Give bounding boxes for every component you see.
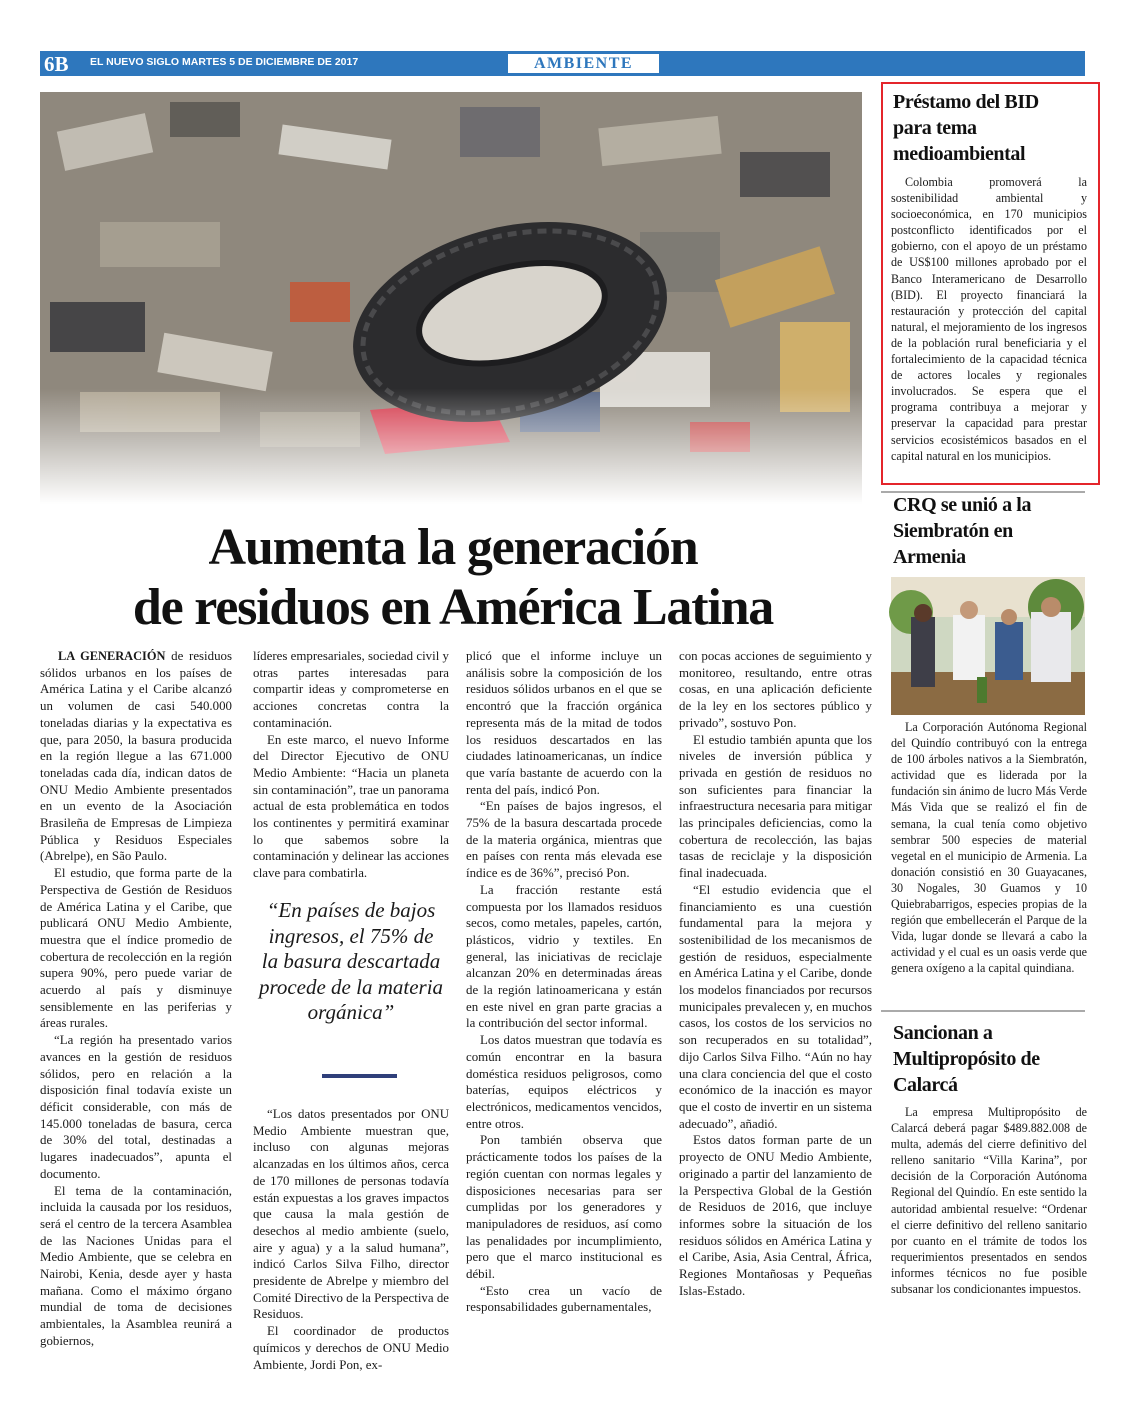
paragraph: “En países de bajos ingresos, el 75% de la basura descartada procede de la materia orgánica, mientras que en países con renta más elevada ese índice es de 36%”, precisó Pon. [466,799,662,881]
paragraph: En este marco, el nuevo Informe del Director Ejecutivo de ONU Medio Ambiente: “Hacia un planeta sin contaminación”, trae un panorama actual de esta problemática en todos los continentes y permitirá examinar lo que sabemos sobre la contaminación y delinear las acciones clave para combatirla. [253,732,449,881]
headline-line-2: de residuos en América Latina [132,579,774,636]
siembraton-photo [891,577,1085,715]
lead-word: LA GENERACIÓN [58,649,166,663]
paragraph: LA GENERACIÓN de residuos sólidos urbanos en los países de América Latina y el Caribe alcanzó un volumen de casi 540.000 toneladas diarias y la expectativa es que, para 2050, la basura producida en la región llegue a las 671.000 toneladas cada día, indican datos de ONU Medio Ambiente presentados en un evento de la Asociación Brasileña de Empresas de Limpieza Pública y Residuos Especiales (Abrelpe), en São Paulo. [40,649,232,864]
page-header [40,51,1085,76]
paragraph: “Esto crea un vacío de responsabilidades gubernamentales, [466,1283,662,1315]
paragraph: “El estudio evidencia que el financiamiento es una cuestión fundamental para la mejora y sostenibilidad de los mecanismos de gestión de residuos, especialmente en América Latina y el Caribe, donde los modelos financiados por recursos municipales prevalecen y, en muchos casos, los costos de los servicios no son recuperados en su totalidad”, dijo Carlos Silva Filho. “Aún no hay una clara conciencia del que el costo económico de la inacción es mayor que el costo de invertir en un sistema adecuado”, añadió. [679,882,872,1131]
masthead-date: EL NUEVO SIGLO MARTES 5 DE DICIEMBRE DE 2017 [90,56,359,68]
paragraph: “La región ha presentado varios avances en la gestión de residuos sólidos, pero en relación a la disposición final todavía existe un déficit considerable, con más de 145.000 toneladas de basura, cerca de 30% del total, destinadas a lugares inadecuados”, apunta el documento. [40,1033,232,1181]
calarca-title: Sancionan a Multipropósito de Calarcá [893,1022,1040,1096]
section-label: AMBIENTE [508,54,659,73]
bid-title: Préstamo del BID para tema medioambiental [893,91,1039,165]
article-column-1 [40,648,232,1363]
paragraph: El coordinador de productos químicos y derechos de ONU Medio Ambiente, Jordi Pon, ex- [253,1324,449,1372]
pull-quote-rule [322,1074,397,1078]
headline-line-1: Aumenta la generación [208,519,698,576]
paragraph: con pocas acciones de seguimiento y monitoreo, resultando, entre otras cosas, en una aplicación deficiente de la ley en los sectores público y privado”, sostuvo Pon. [679,649,872,730]
crq-title: CRQ se unió a la Siembratón en Armenia [893,494,1032,568]
paragraph: El tema de la contaminación, incluida la causada por los residuos, será el centro de la tercera Asamblea de las Naciones Unidas para el Medio Ambiente, que se celebra en Nairobi, Kenia, desde ayer y hasta mañana. Como el máximo órgano mundial de toma de decisiones ambientales, la Asamblea reunirá a gobiernos, [40,1183,232,1348]
bid-text: Colombia promoverá la sostenibilidad ambiental y socioeconómica, en 170 municipios postconflicto identificados por el gobierno, con el apoyo de un préstamo de US$100 millones aprobado por el Banco Interamericano de Desarrollo (BID). El proyecto financiará la restauración y protección del capital natural, el mejoramiento de los ingresos de la población rural beneficiaria y el fortalecimiento de la capacidad técnica de actores locales y regionales involucrados. Se espera que el programa contribuya a mejorar y preservar la capacidad para prestar servicios ecosistémicos basados en el capital natural en los municipios. [891,175,1087,463]
paragraph: líderes empresariales, sociedad civil y otras partes interesadas para compartir ideas y comprometerse en acciones concretas contra la contaminación. [253,649,449,730]
pull-quote: “En países de bajos ingresos, el 75% de la basura descartada procede de la materia orgánica” [258,898,444,1024]
landfill-photo [40,92,862,504]
paragraph: Los datos muestran que todavía es común encontrar en la basura doméstica residuos peligrosos, como baterías, equipos eléctricos y electrónicos, medicamentos vencidos, entre otros. [466,1033,662,1131]
main-headline [48,518,858,638]
article-column-3 [466,648,662,1363]
crq-text: La Corporación Autónoma Regional del Quindío contribuyó con la entrega de 100 árboles nativos a la Siembratón, actividad que es liderada por la fundación sin ánimo de lucro Más Verde Más Vida que se realizó el fin de semana, la cual tenía como objetivo sembrar 500 especies de material vegetal en el municipio de Armenia. La donación consistió en 30 Guayacanes, 30 Nogales, 30 Guamos y 10 Quiebrabarrigos, especies propias de la región que embellecerán el Parque de la Vida, lugar donde se llevará a cabo la actividad y el cual es un oasis verde que genera oxígeno a la capital quindiana. [891,720,1087,976]
paragraph: Pon también observa que prácticamente todos los países de la región cuentan con normas legales y disposiciones necesarias para ser cumplidas por los generadores y manipuladores de residuos, así como las penalidades por incumplimiento, pero que el marco institucional es débil. [466,1133,662,1282]
siembraton-photo-illustration [891,577,1085,715]
article-column-2-top [253,648,449,888]
paragraph: El estudio, que forma parte de la Perspectiva de Gestión de Residuos de América Latina y el Caribe, que publicará ONU Medio Ambiente, muestra que el índice promedio de cobertura de recolección en la región supera 90%, pero puede variar de acuerdo al país y disminuye sensiblemente en las periferias y áreas rurales. [40,866,232,1031]
page-number: 6B [44,52,69,76]
paragraph: La fracción restante está compuesta por los llamados residuos secos, como metales, papeles, cartón, plásticos, vidrio y textiles. En general, las iniciativas de reciclaje alcanzan 20% en determinadas áreas de la región latinoamericana y están en este nivel en gran parte gracias a la contribución del sector informal. [466,882,662,1031]
sidebar-divider [881,1010,1085,1012]
paragraph: Estos datos forman parte de un proyecto de ONU Medio Ambiente, originado a partir del lanzamiento de la Perspectiva Global de la Gestión de Residuos de 2016, que incluye informes sobre la situación de los residuos sólidos en América Latina y el Caribe, Asia, Asia Central, África, Regiones Montañosas y Pequeñas Islas-Estado. [679,1133,872,1298]
paragraph: plicó que el informe incluye un análisis sobre la composición de los residuos sólidos urbanos en el que se encontró que la fracción orgánica representa más de la mitad de todos los residuos descartados en las ciudades latinoamericanas, un índice que varía bastante de acuerdo con la renta del país, indicó Pon. [466,649,662,797]
paragraph: El estudio también apunta que los niveles de inversión pública y privada en gestión de residuos no son suficientes para financiar la infraestructura necesaria para mitigar las principales deficiencias, como la cobertura de recolección, las bajas tasas de reciclaje y la disposición final inadecuada. [679,732,872,881]
calarca-text: La empresa Multipropósito de Calarcá deberá pagar $489.882.008 de multa, además del cierre definitivo del relleno sanitario “Villa Karina”, por decisión de la Corporación Autónoma Regional del Quindío. En este sentido la autoridad ambiental resuelve: “Ordenar el cierre definitivo del relleno sanitario por cuanto en el trámite de todos los requerimientos presentados en sendos informes técnicos no fue posible subsanar los condicionantes impuestos. [891,1105,1087,1297]
article-column-4 [679,648,872,1363]
article-column-2-bottom [253,1106,449,1372]
paragraph: “Los datos presentados por ONU Medio Ambiente muestran que, incluso con algunas mejoras alcanzadas en los últimos años, cerca de 170 millones de personas todavía están expuestas a los graves impactos que causa la mala gestión de desechos al medio ambiente (suelo, aire y agua) y a la salud humana”, indicó Carlos Silva Filho, director presidente de Abrelpe y miembro del Comité Directivo de la Perspectiva de Residuos. [253,1107,449,1322]
landfill-photo-illustration [40,92,862,504]
